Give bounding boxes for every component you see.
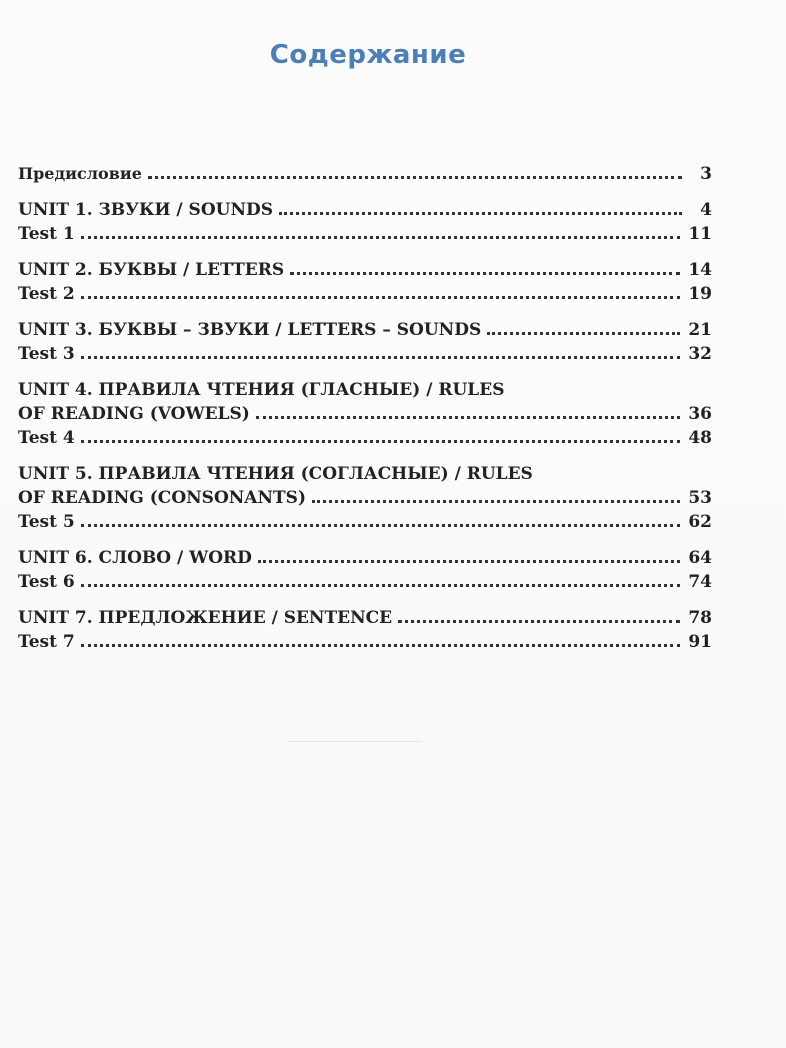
toc-group-unit-5 — [18, 462, 712, 534]
dot-leader — [256, 416, 681, 419]
toc-page-number: 64 — [688, 548, 712, 568]
toc-page-number: 32 — [688, 344, 712, 364]
toc-entry-test-3[interactable] — [18, 342, 712, 366]
dot-leader — [81, 296, 681, 299]
toc-entry-label: Test 4 — [18, 428, 75, 448]
toc-entry-label: Test 7 — [18, 632, 75, 652]
toc-entry-unit-6[interactable] — [18, 546, 712, 570]
dot-leader — [81, 644, 681, 647]
toc-entry-preface[interactable] — [18, 162, 712, 186]
toc-entry-label: Test 5 — [18, 512, 75, 532]
dot-leader — [290, 272, 680, 275]
toc-entry-unit-5[interactable] — [18, 486, 712, 510]
toc-entry-test-4[interactable] — [18, 426, 712, 450]
toc-group-unit-4 — [18, 378, 712, 450]
toc-page-number: 74 — [688, 572, 712, 592]
toc-entry-label: OF READING (VOWELS) — [18, 404, 250, 424]
toc-entry-label: Предисловие — [18, 164, 142, 183]
toc-entry-test-2[interactable] — [18, 282, 712, 306]
toc-page-number: 36 — [688, 404, 712, 424]
dot-leader — [487, 332, 680, 335]
toc-entry-unit-2[interactable] — [18, 258, 712, 282]
dot-leader — [148, 176, 682, 179]
dot-leader — [81, 356, 681, 359]
toc-group-unit-1 — [18, 198, 712, 246]
dot-leader — [81, 524, 681, 527]
toc-entry-label: UNIT 5. ПРАВИЛА ЧТЕНИЯ (СОГЛАСНЫЕ) / RULES — [18, 464, 533, 484]
dot-leader — [279, 212, 682, 215]
dot-leader — [398, 620, 680, 623]
toc-entry-label: UNIT 1. ЗВУКИ / SOUNDS — [18, 200, 274, 220]
toc-entry-test-5[interactable] — [18, 510, 712, 534]
toc-entry-label: UNIT 2. БУКВЫ / LETTERS — [18, 260, 285, 280]
toc-entry-unit-1[interactable] — [18, 198, 712, 222]
toc-group-unit-6 — [18, 546, 712, 594]
toc-entry-label: UNIT 7. ПРЕДЛОЖЕНИЕ / SENTENCE — [18, 608, 393, 628]
toc-entry-label: OF READING (CONSONANTS) — [18, 488, 306, 508]
toc-page-number: 21 — [688, 320, 712, 340]
toc-group-unit-3 — [18, 318, 712, 366]
toc-entry-label: Test 3 — [18, 344, 75, 364]
toc-page-number: 11 — [688, 224, 712, 244]
dot-leader — [81, 440, 681, 443]
toc-group-preface — [18, 162, 712, 186]
divider — [288, 741, 422, 742]
toc-entry-unit-7[interactable] — [18, 606, 712, 630]
toc-page-number: 19 — [688, 284, 712, 304]
toc-entry-label: UNIT 6. СЛОВО / WORD — [18, 548, 252, 568]
toc-entry-test-7[interactable] — [18, 630, 712, 654]
dot-leader — [312, 500, 680, 503]
toc-entry-unit-4-title[interactable] — [18, 378, 712, 402]
toc-entry-label: UNIT 3. БУКВЫ – ЗВУКИ / LETTERS – SOUNDS — [18, 320, 482, 340]
toc-page-number: 48 — [688, 428, 712, 448]
table-of-contents — [18, 162, 712, 666]
toc-page-number: 53 — [688, 488, 712, 508]
toc-entry-unit-4[interactable] — [18, 402, 712, 426]
toc-page-number: 3 — [700, 164, 712, 184]
toc-entry-label: Test 6 — [18, 572, 75, 592]
toc-entry-test-6[interactable] — [18, 570, 712, 594]
toc-page-number: 91 — [688, 632, 712, 652]
toc-entry-label: Test 2 — [18, 284, 75, 304]
toc-page-number: 62 — [688, 512, 712, 532]
toc-entry-unit-3[interactable] — [18, 318, 712, 342]
page-title: Содержание — [269, 40, 467, 70]
toc-group-unit-7 — [18, 606, 712, 654]
dot-leader — [81, 584, 681, 587]
dot-leader — [81, 236, 681, 239]
toc-page-number: 14 — [688, 260, 712, 280]
toc-group-unit-2 — [18, 258, 712, 306]
toc-page-number: 4 — [700, 200, 712, 220]
toc-entry-label: UNIT 4. ПРАВИЛА ЧТЕНИЯ (ГЛАСНЫЕ) / RULES — [18, 380, 505, 400]
toc-entry-test-1[interactable] — [18, 222, 712, 246]
toc-entry-label: Test 1 — [18, 224, 75, 244]
toc-page-number: 78 — [688, 608, 712, 628]
dot-leader — [258, 560, 680, 563]
toc-entry-unit-5-title[interactable] — [18, 462, 712, 486]
